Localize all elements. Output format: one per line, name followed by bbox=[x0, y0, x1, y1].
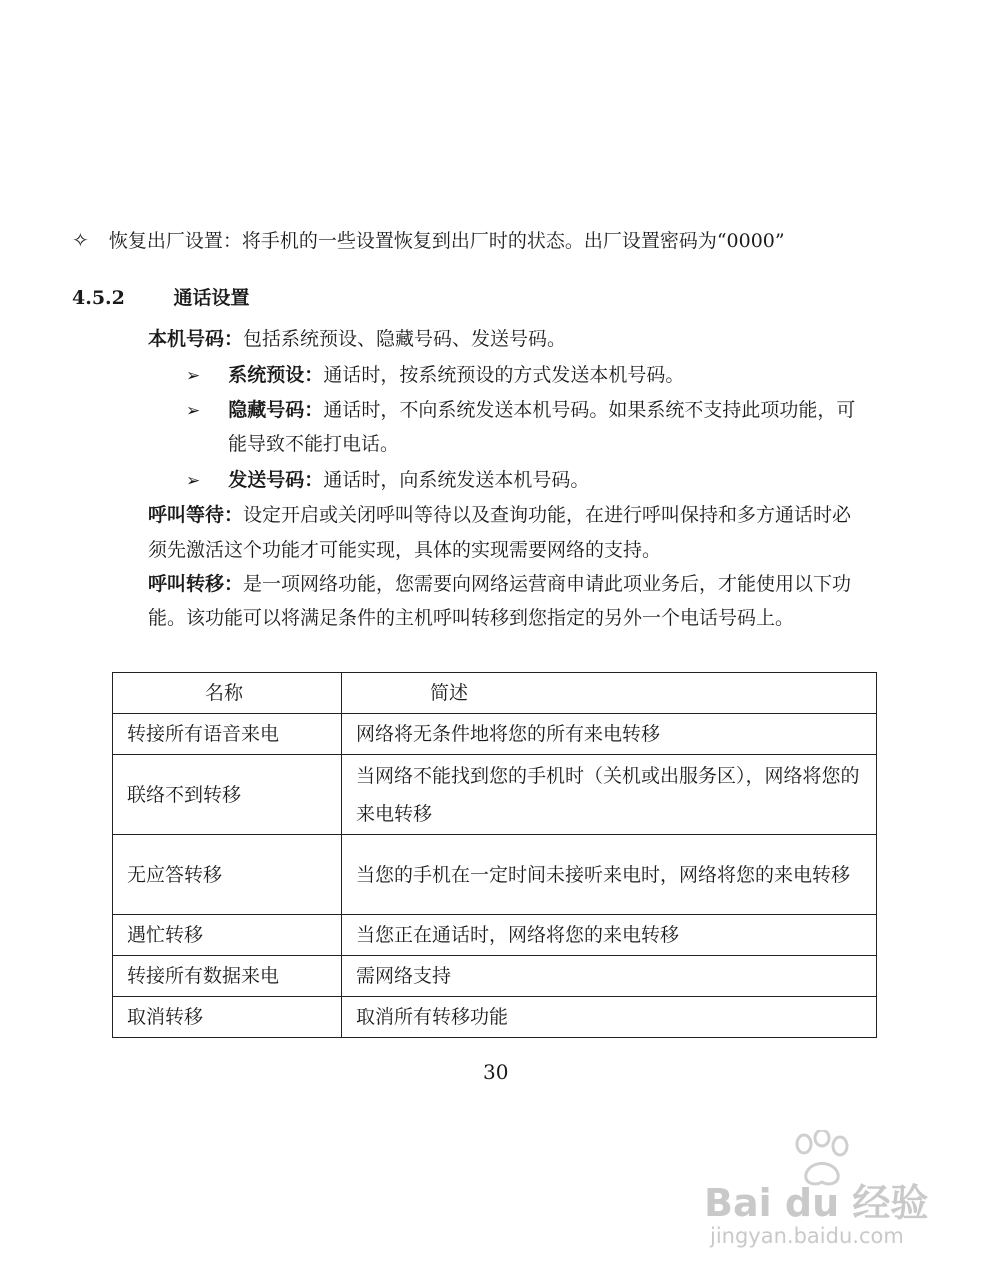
call-waiting-line1: 设定开启或关闭呼叫等待以及查询功能，在进行呼叫保持和多方通话时必 bbox=[243, 504, 852, 526]
table-header-desc: 简述 bbox=[342, 673, 877, 714]
section-heading bbox=[72, 286, 250, 310]
sub-item-text: 通话时，按系统预设的方式发送本机号码。 bbox=[323, 364, 685, 386]
restore-factory-text: 恢复出厂设置：将手机的一些设置恢复到出厂时的状态。出厂设置密码为“0000” bbox=[108, 230, 785, 252]
table-cell-name: 无应答转移 bbox=[113, 835, 342, 915]
table-cell-name: 遇忙转移 bbox=[113, 915, 342, 956]
section-number: 4.5.2 bbox=[72, 287, 125, 309]
sub-item-text: 通话时，向系统发送本机号码。 bbox=[323, 469, 590, 491]
table-cell-name: 转接所有语音来电 bbox=[113, 714, 342, 755]
call-waiting-label: 呼叫等待： bbox=[148, 504, 244, 526]
table-row bbox=[113, 997, 877, 1038]
table-cell-desc: 网络将无条件地将您的所有来电转移 bbox=[342, 714, 877, 755]
table-row bbox=[113, 915, 877, 956]
table-cell-name: 联络不到转移 bbox=[113, 755, 342, 835]
sub-item-system-preset bbox=[186, 363, 684, 388]
restore-factory-item bbox=[72, 228, 785, 253]
sub-item-text: 通话时，不向系统发送本机号码。如果系统不支持此项功能，可 bbox=[323, 399, 856, 421]
page-number: 30 bbox=[483, 1060, 509, 1084]
table-cell-desc: 当网络不能找到您的手机时（关机或出服务区），网络将您的来电转移 bbox=[342, 755, 877, 835]
watermark-url: jingyan.baidu.com bbox=[710, 1224, 904, 1248]
table-cell-name: 取消转移 bbox=[113, 997, 342, 1038]
sub-item-hidden-number bbox=[186, 398, 855, 423]
call-forward-paragraph bbox=[148, 572, 851, 596]
sub-item-label: 系统预设： bbox=[228, 364, 324, 386]
table-cell-desc: 需网络支持 bbox=[342, 956, 877, 997]
call-forward-table bbox=[112, 672, 877, 1038]
section-title: 通话设置 bbox=[173, 287, 250, 309]
own-number-text: 包括系统预设、隐藏号码、发送号码。 bbox=[243, 328, 567, 350]
table-row bbox=[113, 714, 877, 755]
arrow-bullet-icon: ➢ bbox=[186, 471, 201, 491]
table-row bbox=[113, 956, 877, 997]
table-cell-desc: 当您的手机在一定时间未接听来电时，网络将您的来电转移 bbox=[342, 835, 877, 915]
table-cell-desc: 取消所有转移功能 bbox=[342, 997, 877, 1038]
table-header-row bbox=[113, 673, 877, 714]
table-row bbox=[113, 755, 877, 835]
sub-item-label: 隐藏号码： bbox=[228, 399, 324, 421]
call-forward-line1: 是一项网络功能，您需要向网络运营商申请此项业务后，才能使用以下功 bbox=[243, 573, 852, 595]
table-row bbox=[113, 835, 877, 915]
call-forward-line2: 能。该功能可以将满足条件的主机呼叫转移到您指定的另外一个电话号码上。 bbox=[148, 607, 795, 629]
sub-item-send-number bbox=[186, 468, 589, 493]
own-number-paragraph bbox=[148, 327, 566, 351]
arrow-bullet-icon: ➢ bbox=[186, 366, 201, 386]
baidu-jingyan-watermark bbox=[700, 1130, 950, 1250]
call-waiting-paragraph bbox=[148, 503, 851, 527]
watermark-brand: Bai du 经验 bbox=[704, 1181, 929, 1225]
arrow-bullet-icon: ➢ bbox=[186, 401, 201, 421]
own-number-label: 本机号码： bbox=[148, 328, 244, 350]
table-cell-desc: 当您正在通话时，网络将您的来电转移 bbox=[342, 915, 877, 956]
table-header-name: 名称 bbox=[113, 673, 342, 714]
sub-item-hidden-number-cont: 能导致不能打电话。 bbox=[228, 433, 400, 455]
diamond-bullet-icon: ✧ bbox=[72, 228, 89, 252]
call-forward-label: 呼叫转移： bbox=[148, 573, 244, 595]
sub-item-label: 发送号码： bbox=[228, 469, 324, 491]
table-cell-name: 转接所有数据来电 bbox=[113, 956, 342, 997]
call-waiting-line2: 须先激活这个功能才可能实现，具体的实现需要网络的支持。 bbox=[148, 539, 662, 561]
